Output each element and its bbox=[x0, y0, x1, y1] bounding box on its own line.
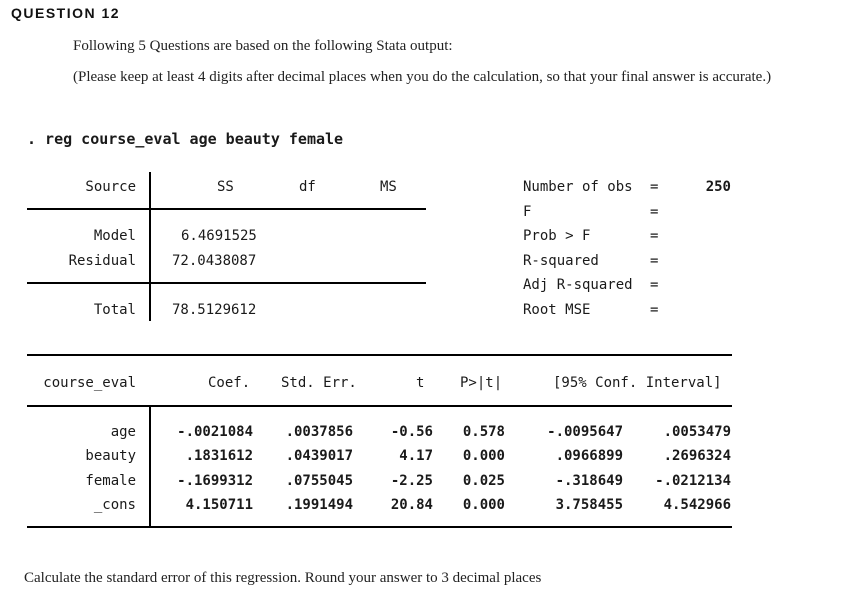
coef-row-se: .0755045 bbox=[285, 473, 353, 489]
coef-bottom-rule bbox=[27, 526, 732, 528]
coef-row-ci-high: .0053479 bbox=[663, 424, 731, 440]
coef-row-var: _cons bbox=[93, 497, 136, 513]
anova-header-rule bbox=[27, 208, 426, 210]
coef-row-ci-low: -.318649 bbox=[555, 473, 623, 489]
stata-command: . reg course_eval age beauty female bbox=[27, 130, 344, 148]
anova-header-ms: MS bbox=[380, 179, 397, 195]
coef-depvar: course_eval bbox=[43, 375, 136, 391]
coef-divider bbox=[149, 406, 151, 527]
coef-row-coef: .1831612 bbox=[185, 448, 253, 464]
stat-label: Prob > F bbox=[523, 228, 591, 244]
coef-header-ci: [95% Conf. Interval] bbox=[553, 375, 722, 391]
coef-header-coef: Coef. bbox=[208, 375, 251, 391]
coef-row-p: 0.578 bbox=[462, 424, 505, 440]
coef-row-t: 20.84 bbox=[390, 497, 433, 513]
coef-row-t: -0.56 bbox=[390, 424, 433, 440]
coef-row-p: 0.025 bbox=[462, 473, 505, 489]
coef-row-ci-low: 3.758455 bbox=[555, 497, 623, 513]
stat-label: R-squared bbox=[523, 253, 599, 269]
anova-row-label: Model bbox=[93, 228, 136, 244]
anova-header-source: Source bbox=[85, 179, 136, 195]
instruction-note: (Please keep at least 4 digits after decimal places when you do the calculation, so that your final answer is accurate.) bbox=[73, 69, 772, 85]
coef-row-se: .1991494 bbox=[285, 497, 353, 513]
question-header: QUESTION 12 bbox=[11, 5, 121, 21]
stat-equals: = bbox=[650, 253, 659, 269]
coef-row-var: female bbox=[85, 473, 136, 489]
coef-row-coef: -.0021084 bbox=[177, 424, 253, 440]
coef-row-se: .0037856 bbox=[285, 424, 353, 440]
coef-row-se: .0439017 bbox=[285, 448, 353, 464]
coef-header-p: P>|t| bbox=[460, 375, 503, 391]
anova-row-ss: 72.0438087 bbox=[172, 253, 257, 269]
coef-row-ci-high: .2696324 bbox=[663, 448, 731, 464]
coef-row-ci-low: .0966899 bbox=[555, 448, 623, 464]
coef-header-rule bbox=[27, 405, 732, 407]
anova-total-rule bbox=[27, 282, 426, 284]
coef-row-p: 0.000 bbox=[462, 448, 505, 464]
coef-row-t: -2.25 bbox=[390, 473, 433, 489]
stat-label: Number of obs bbox=[523, 179, 633, 195]
coef-row-t: 4.17 bbox=[399, 448, 433, 464]
coef-row-p: 0.000 bbox=[462, 497, 505, 513]
anova-divider bbox=[149, 172, 151, 321]
stat-label: Adj R-squared bbox=[523, 277, 633, 293]
coef-row-var: beauty bbox=[85, 448, 136, 464]
anova-header-df: df bbox=[299, 179, 316, 195]
coef-row-coef: -.1699312 bbox=[177, 473, 253, 489]
anova-row-label: Total bbox=[93, 302, 136, 318]
anova-header-ss: SS bbox=[217, 179, 234, 195]
stat-equals: = bbox=[650, 277, 659, 293]
anova-row-ss: 78.5129612 bbox=[172, 302, 257, 318]
stat-label: Root MSE bbox=[523, 302, 591, 318]
coef-top-rule bbox=[27, 354, 732, 356]
stat-equals: = bbox=[650, 204, 659, 220]
stat-value: 250 bbox=[705, 179, 731, 195]
coef-row-ci-high: 4.542966 bbox=[663, 497, 731, 513]
stat-equals: = bbox=[650, 302, 659, 318]
coef-row-ci-low: -.0095647 bbox=[547, 424, 623, 440]
coef-row-ci-high: -.0212134 bbox=[655, 473, 731, 489]
question-prompt: Calculate the standard error of this regression. Round your answer to 3 decimal places bbox=[24, 570, 542, 586]
stat-label: F bbox=[523, 204, 532, 220]
coef-header-se: Std. Err. bbox=[281, 375, 357, 391]
anova-row-label: Residual bbox=[68, 253, 136, 269]
coef-header-t: t bbox=[416, 375, 425, 391]
intro-text: Following 5 Questions are based on the following Stata output: bbox=[73, 38, 453, 54]
coef-row-var: age bbox=[110, 424, 136, 440]
coef-row-coef: 4.150711 bbox=[185, 497, 253, 513]
stat-equals: = bbox=[650, 228, 659, 244]
anova-row-ss: 6.4691525 bbox=[181, 228, 257, 244]
stat-equals: = bbox=[650, 179, 659, 195]
